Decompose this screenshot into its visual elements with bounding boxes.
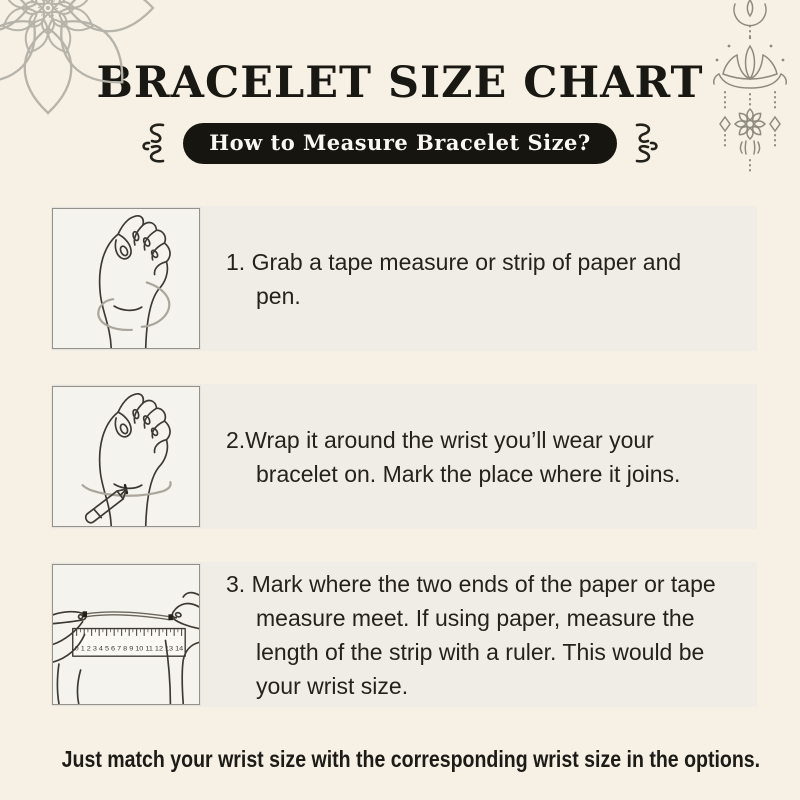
step-row-2 [52,384,757,529]
step2-text: 2.Wrap it around the wrist you’ll wear your bracelet on. Mark the place where it joins. [226,426,681,487]
flourish-left-icon [136,120,170,166]
subtitle-row [0,121,800,165]
steps-list [52,206,757,707]
footer-note [0,746,800,773]
step1-text: 1. Grab a tape measure or strip of paper and pen. [226,248,682,309]
footer-note-text: Just match your wrist size with the corresponding wrist size in the options. [61,746,761,772]
flourish-right-icon [630,120,664,166]
step3-illustration-ruler-measure [52,564,200,705]
step1-illustration-hand-with-loop [52,208,200,349]
step-row-3 [52,562,757,707]
step3-text: 3. Mark where the two ends of the paper or tape measure meet. If using paper, measure the length of the strip with a ruler. This would be your wrist size. [226,570,716,699]
step-row-1 [52,206,757,351]
ruler-numbers: 0 1 2 3 4 5 6 7 8 9 10 11 12 13 14 [74,645,184,653]
subtitle-badge: How to Measure Bracelet Size? [183,123,616,164]
step2-illustration-hand-with-pen [52,386,200,527]
page-title: BRACELET SIZE CHART [96,58,704,108]
